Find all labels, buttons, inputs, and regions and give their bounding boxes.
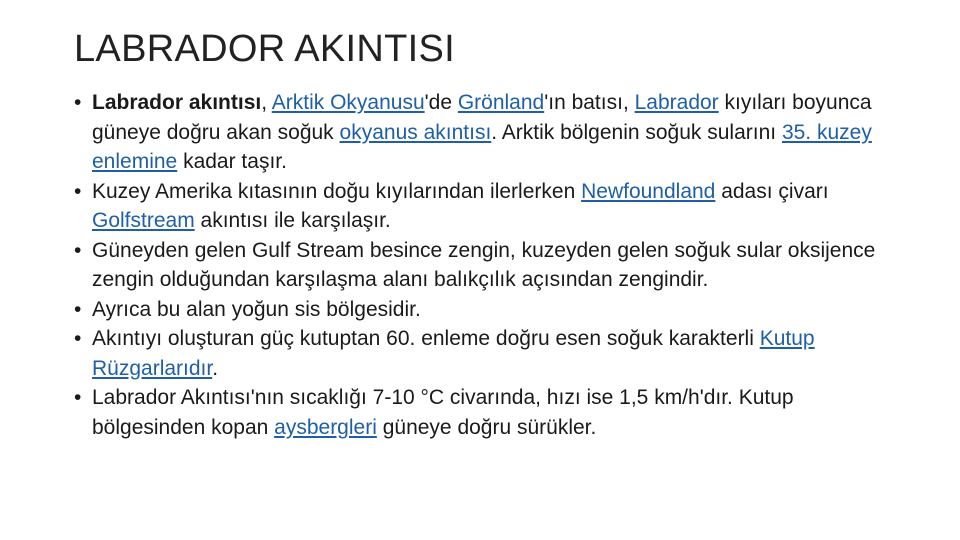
bullet-dot: • — [74, 297, 82, 321]
link-okyanus-akintisi[interactable]: okyanus akıntısı — [339, 120, 492, 144]
bullet-item — [74, 324, 904, 383]
link-35-kuzey-enlemi[interactable]: 35. kuzey enlemine — [92, 120, 872, 173]
bullet-list — [74, 88, 904, 442]
body-text: akıntısı ile karşılaşır. — [194, 209, 391, 232]
link-newfoundland[interactable]: Newfoundland — [581, 179, 716, 203]
body-text: . — [212, 356, 219, 380]
bold-text: Labrador akıntısı — [92, 91, 262, 114]
link-kutup-ruzgarlari[interactable]: Kutup Rüzgarlarıdır — [92, 327, 815, 380]
body-text: kıyıları boyunca güneye doğru akan soğuk — [92, 91, 872, 144]
bullet-item — [74, 88, 904, 177]
body-text: Güneyden gelen Gulf Stream besince zengin, kuzeyden gelen soğuk sular oksijence zengin olduğundan karşılaşma alanı balıkçılık açısından zengindir. — [92, 238, 876, 291]
slide-title: LABRADOR AKINTISI — [74, 28, 455, 70]
body-text: adası çivarı — [715, 179, 829, 203]
body-text: 'ın batısı, — [544, 91, 635, 114]
bullet-item — [74, 236, 904, 295]
link-aysbergleri[interactable]: aysbergleri — [274, 415, 377, 439]
bullet-item — [74, 177, 904, 236]
bullet-dot: • — [74, 179, 82, 203]
body-text: , — [261, 91, 272, 114]
link-gronland[interactable]: Grönland — [457, 91, 545, 114]
body-text: Akıntıyı oluşturan güç kutuptan 60. enleme doğru esen soğuk karakterli — [92, 327, 760, 350]
body-text: Kuzey Amerika kıtasının doğu kıyılarından ilerlerken — [92, 179, 582, 203]
link-golfstream[interactable]: Golfstream — [92, 209, 195, 232]
bullet-dot: • — [74, 386, 82, 409]
bullet-item — [74, 295, 904, 325]
body-text: . Arktik bölgenin soğuk sularını — [491, 120, 782, 144]
body-text: Labrador Akıntısı'nın sıcaklığı 7-10 °C civarında, hızı ise 1,5 km/h'dır. Kutup bölgesinden kopan — [92, 386, 794, 439]
bullet-dot: • — [74, 91, 82, 114]
bullet-dot: • — [74, 327, 82, 350]
body-text: kadar taşır. — [177, 150, 287, 173]
bullet-item — [74, 383, 904, 442]
body-text: güneye doğru sürükler. — [376, 415, 597, 439]
body-text: 'de — [424, 91, 458, 114]
link-arktik-okyanusu[interactable]: Arktik Okyanusu — [271, 91, 425, 114]
link-labrador[interactable]: Labrador — [634, 91, 719, 114]
body-text: Ayrıca bu alan yoğun sis bölgesidir. — [92, 297, 421, 321]
bullet-dot: • — [74, 238, 82, 262]
